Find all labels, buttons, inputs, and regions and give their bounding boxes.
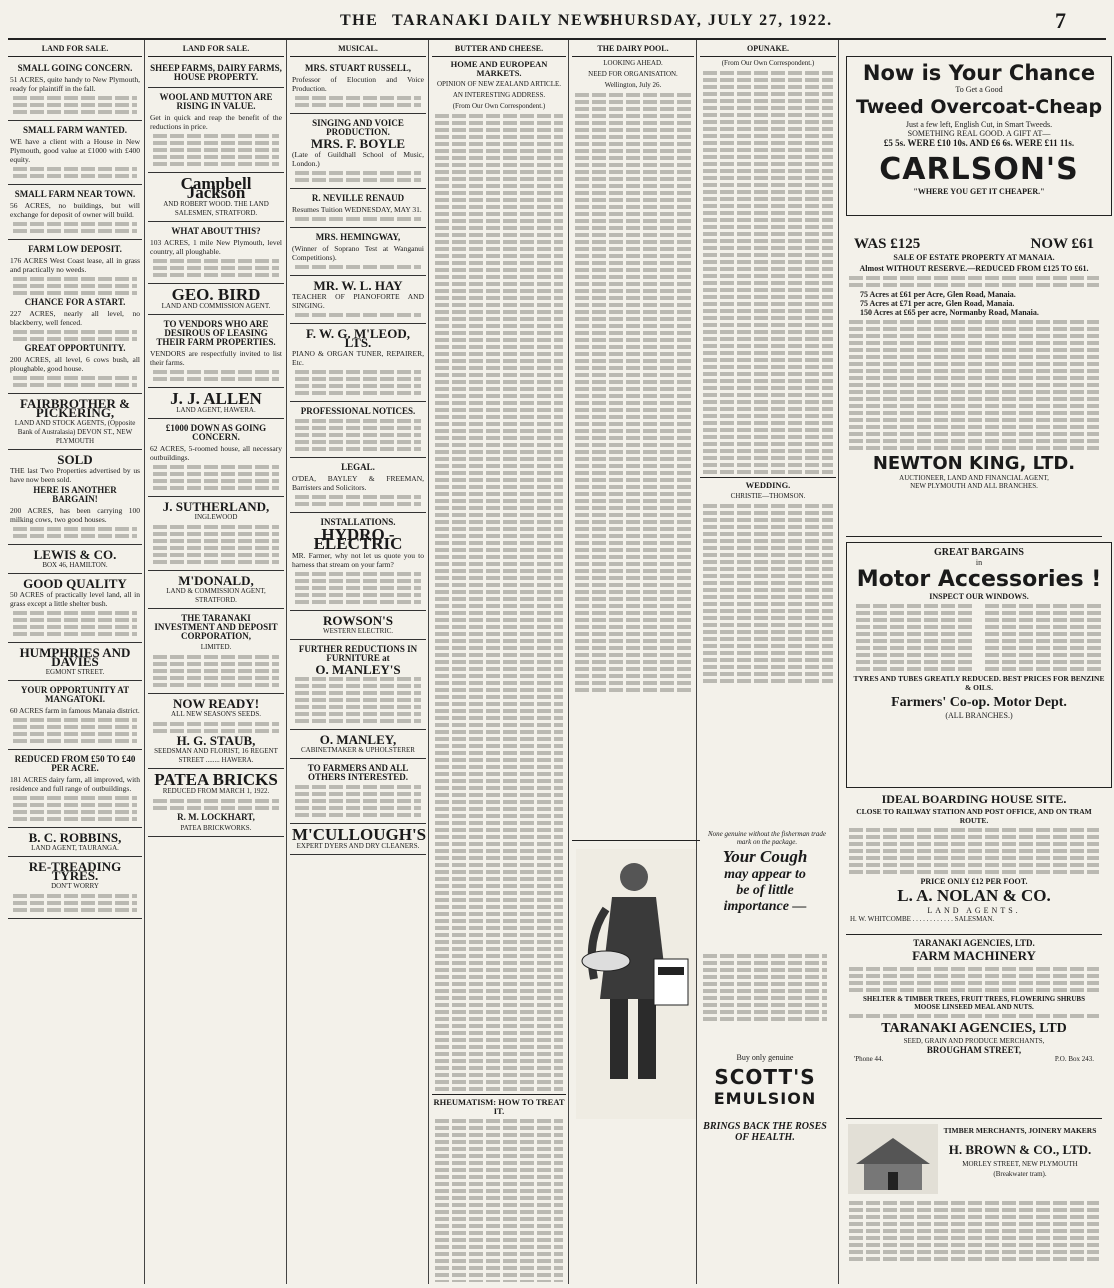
ad-title: SMALL GOING CONCERN. (17, 63, 133, 73)
ad-good-quality (8, 574, 142, 643)
ad-mangatoki (8, 681, 142, 750)
ad-title: MRS. HEMINGWAY, (315, 232, 401, 242)
ad-title: WHAT ABOUT THIS? (171, 226, 261, 236)
ad-title: GOOD QUALITY (23, 576, 127, 591)
ad-h-brown (846, 1122, 1102, 1282)
ad-text: MR. Farmer, why not let us quote you to harness that stream on your farm? (292, 551, 424, 569)
ideal-price: PRICE ONLY £12 PER FOOT. (920, 877, 1028, 886)
inspect-windows: INSPECT OUR WINDOWS. (929, 592, 1029, 601)
ad-text: 181 ACRES dairy farm, all improved, with residence and full range of outbuildings. (10, 775, 140, 793)
advertiser-address: WESTERN ELECTRIC. (323, 627, 393, 635)
ad-title: R. NEVILLE RENAUD (311, 193, 405, 203)
brown-brand: H. BROWN & CO., LTD. (948, 1142, 1092, 1157)
ad-text: (Late of Guildhall School of Music, London.) (292, 150, 424, 168)
ad-scotts-emulsion (572, 840, 834, 1281)
ad-text: 51 ACRES, quite handy to New Plymouth, ready for plaintiff in the fall. (10, 75, 140, 93)
ad-text: Professor of Elocution and Voice Production. (292, 75, 424, 93)
carlson-line-4: Just a few left, English Cut, in Smart Tweeds. (905, 120, 1053, 129)
taranaki-phone: 'Phone 44. (854, 1055, 884, 1063)
ad-robbins (8, 828, 142, 857)
ad-title: MRS. STUART RUSSELL, (304, 63, 412, 73)
article-subtitle: OPINION OF NEW ZEALAND ARTICLE. (436, 80, 562, 88)
cough-copy (700, 847, 830, 915)
ad-text: O'DEA, BAYLEY & FREEMAN, Barristers and Solicitors. (292, 474, 424, 492)
advertiser-name: LEWIS & CO. (33, 547, 117, 562)
ad-singing (290, 114, 426, 189)
ad-title: LEGAL. (341, 462, 375, 472)
salesman: H. W. WHITCOMBE . . . . . . . . . . . . SALESMAN. (850, 915, 995, 923)
ad-hydro-electric (290, 513, 426, 611)
brown-tram: (Breakwater tram). (993, 1170, 1047, 1178)
ad-reduced (8, 750, 142, 828)
ad-vendors (148, 315, 284, 388)
ad-motor-accessories (846, 542, 1112, 788)
ad-sub: REDUCED FROM MARCH 1, 1922. (162, 787, 270, 795)
ad-title: YOUR OPPORTUNITY AT MANGATOKI. (20, 685, 130, 704)
ad-title: FURTHER REDUCTIONS IN FURNITURE at (298, 644, 418, 663)
now-price: NOW £61 (1030, 236, 1094, 252)
ad-renaud (290, 189, 426, 228)
ad-text: 62 ACRES, 5-roomed house, all necessary outbuildings. (150, 444, 282, 462)
brown-street: MORLEY STREET, NEW PLYMOUTH (962, 1160, 1078, 1168)
ad-campbell-jackson (148, 173, 284, 222)
ad-newton-king (846, 236, 1102, 537)
column-header: OPUNAKE. (700, 42, 836, 57)
article-byline: (From Our Own Correspondent.) (452, 102, 546, 110)
ad-title: F. W. G. M'LEOD, LTS. (306, 326, 410, 350)
brougham-street: BROUGHAM STREET, (926, 1045, 1022, 1055)
ad-small-farm-wanted (8, 121, 142, 185)
ad-text: Get in quick and reap the benefit of the reductions in price. (150, 113, 282, 131)
moose-linseed: MOOSE LINSEED MEAL AND NUTS. (914, 1003, 1034, 1011)
advertiser-name: M'DONALD, (178, 573, 254, 588)
great-bargains: GREAT BARGAINS (934, 547, 1024, 558)
ad-title: NOW READY! (172, 696, 260, 711)
ad-title: RE-TREADING TYRES. (28, 859, 122, 883)
ad-title: HERE IS ANOTHER BARGAIN! (33, 485, 117, 504)
ad-title: SHEEP FARMS, DAIRY FARMS, HOUSE PROPERTY. (150, 63, 282, 82)
article-body (432, 114, 566, 1091)
ad-title: SMALL FARM WANTED. (23, 125, 127, 135)
advertiser-address: LAND AND STOCK AGENTS, (Opposite Bank of Australasia) DEVON ST., NEW PLYMOUTH (14, 419, 136, 445)
ad-small-going-concern (8, 59, 142, 121)
article-subtitle: LOOKING AHEAD. (603, 59, 663, 67)
advertiser-address: EGMONT STREET. (45, 668, 105, 676)
advertiser-name: FAIRBROTHER & PICKERING, (20, 396, 130, 420)
column-musical (290, 42, 426, 1282)
in-label: in (975, 558, 983, 567)
advertiser-name: R. M. LOCKHART, (177, 812, 255, 822)
newton-sub: AUCTIONEER, LAND AND FINANCIAL AGENT, (899, 474, 1049, 482)
ad-sub: LIMITED. (200, 643, 232, 651)
ad-mcleod (290, 324, 426, 402)
advertiser-name: HUMPHRIES AND DAVIES (19, 645, 131, 669)
ad-text: 200 ACRES, all level, 6 cows bush, all ploughable, good house. (10, 355, 140, 373)
advertiser-name: GEO. BIRD (171, 285, 261, 304)
column-rule (144, 40, 145, 1284)
ad-sub: DON'T WORRY (51, 882, 99, 890)
ad-title: REDUCED FROM £50 TO £40 PER ACRE. (14, 754, 136, 773)
sale-title: SALE OF ESTATE PROPERTY AT MANAIA. (893, 253, 1055, 262)
ad-text: 60 ACRES farm in famous Manaia district. (10, 706, 140, 715)
ad-title: £1000 DOWN AS GOING CONCERN. (165, 423, 267, 442)
ad-text: PIANO & ORGAN TUNER, REPAIRER, Etc. (292, 349, 424, 367)
ad-to-farmers (290, 759, 426, 824)
advertiser-name: M'CULLOUGH'S (292, 825, 426, 844)
ad-text: 200 ACRES, has been carrying 100 milking cows, two good houses. (10, 506, 140, 524)
buy-only-genuine: Buy only genuine (736, 1053, 794, 1062)
advertiser-address: AND ROBERT WOOD. THE LAND SALESMEN, STRATFORD. (163, 200, 269, 217)
ad-ideal-boarding-house (846, 792, 1102, 935)
fisherman-caption: None genuine without the fisherman trade mark on the package. (700, 830, 834, 846)
masthead-date: THURSDAY, JULY 27, 1922. (598, 12, 833, 29)
brown-title: TIMBER MERCHANTS, JOINERY MAKERS (943, 1126, 1097, 1135)
advertiser-name: H. G. STAUB, (176, 733, 256, 748)
ad-title: SINGING AND VOICE PRODUCTION. (312, 118, 404, 137)
ad-farm-low-deposit (8, 240, 142, 394)
article-section: AN INTERESTING ADDRESS. (452, 91, 546, 99)
advertiser-name: J. SUTHERLAND, (162, 499, 270, 514)
ad-legal (290, 458, 426, 513)
ad-what-about-this (148, 222, 284, 284)
ad-small-farm-near-town (8, 185, 142, 240)
ad-humphries-davies (8, 643, 142, 681)
ad-rowsons (290, 611, 426, 640)
advertiser-name: Campbell Jackson (180, 174, 252, 202)
ad-title: FARM LOW DEPOSIT. (28, 244, 122, 254)
fisherman-illustration (576, 849, 696, 1119)
article-title-wedding: WEDDING. (700, 477, 836, 490)
land-agents: LAND AGENTS. (927, 906, 1021, 915)
masthead-title: TARANAKI DAILY NEWS. (392, 12, 617, 29)
ad-patea-bricks (148, 769, 284, 837)
ad-title: SMALL FARM NEAR TOWN. (14, 189, 136, 199)
ad-text: TEACHER OF PIANOFORTE AND SINGING. (292, 292, 424, 310)
ad-title: WOOL AND MUTTON ARE RISING IN VALUE. (159, 92, 273, 111)
ad-hay (290, 276, 426, 324)
ad-carlsons (846, 56, 1112, 216)
advertiser-address: LAND AND COMMISSION AGENT. (161, 302, 271, 310)
advertiser-address: INGLEWOOD (194, 513, 238, 521)
acres-3: 150 Acres at £65 per acre, Normanby Road, Manaia. (860, 308, 1039, 317)
carlson-brand: CARLSON'S (879, 152, 1079, 187)
ad-text: WE have a client with a House in New Plymouth, good value at £1000 with £400 equity. (10, 137, 140, 164)
article-subtitle: NEED FOR ORGANISATION. (588, 70, 678, 78)
ad-title: PROFESSIONAL NOTICES. (300, 406, 416, 416)
article-body (572, 93, 694, 692)
ad-lewis-co (8, 545, 142, 574)
column-header: LAND FOR SALE. (8, 42, 142, 57)
seed-merchants: SEED, GRAIN AND PRODUCE MERCHANTS, (903, 1037, 1045, 1045)
column-butter-and-cheese (432, 42, 566, 1282)
advertiser-address: BOX 46, HAMILTON. (42, 561, 108, 569)
ideal-sub: CLOSE TO RAILWAY STATION AND POST OFFICE, AND ON TRAM ROUTE. (856, 807, 1092, 825)
ad-wool-mutton (148, 88, 284, 173)
ad-sheep-farms (148, 59, 284, 88)
ad-professional-notices (290, 402, 426, 458)
taranaki-title: TARANAKI AGENCIES, LTD. (913, 938, 1035, 948)
shelter-trees: SHELTER & TIMBER TREES, FRUIT TREES, FLOWERING SHRUBS (863, 995, 1085, 1003)
carlson-tweed: Tweed Overcoat-Cheap (855, 96, 1103, 118)
advertiser-name: ROWSON'S (322, 613, 394, 628)
carlson-line-5: SOMETHING REAL GOOD. A GIFT AT— (907, 129, 1051, 138)
without-reserve: Almost WITHOUT RESERVE.—REDUCED FROM £125 TO £61. (859, 264, 1089, 273)
farm-machinery: FARM MACHINERY (912, 948, 1036, 963)
ad-mcdonald (148, 571, 284, 609)
ad-title: TO VENDORS WHO ARE DESIROUS OF LEASING THEIR FARM PROPERTIES. (156, 319, 276, 347)
advertiser-name: J. J. ALLEN (170, 389, 262, 408)
ad-text: 103 ACRES, 1 mile New Plymouth, level country, all ploughable. (150, 238, 282, 256)
column-land-for-sale-1 (8, 42, 142, 1282)
ad-title: MR. W. L. HAY (313, 278, 403, 293)
article-body (700, 71, 836, 474)
column-land-for-sale-2 (148, 42, 284, 1282)
cough-line-3: be of little (736, 883, 794, 898)
ad-text: 176 ACRES West Coast lease, all in grass and practically no weeds. (10, 256, 140, 274)
page-number: 7 (1055, 8, 1066, 33)
top-rule (8, 38, 1106, 40)
advertiser-address: PATEA BRICKWORKS. (180, 824, 252, 832)
cough-line-2: may appear to (724, 867, 806, 882)
advertiser-address: LAND AGENT, TAURANGA. (31, 844, 119, 852)
taranaki-box: P.O. Box 243. (1054, 1055, 1094, 1063)
ad-text: 50 ACRES of practically level land, all in grass except a little shelter bush. (10, 590, 140, 608)
ad-geo-bird (148, 284, 284, 315)
article-byline: (From Our Own Correspondent.) (721, 59, 815, 67)
ad-title: TO FARMERS AND ALL OTHERS INTERESTED. (307, 763, 409, 782)
all-branches: (ALL BRANCHES.) (945, 711, 1013, 720)
ideal-title: IDEAL BOARDING HOUSE SITE. (881, 792, 1067, 806)
acres-2: 75 Acres at £71 per acre, Glen Road, Manaia. (860, 299, 1015, 308)
newton-sub-2: NEW PLYMOUTH AND ALL BRANCHES. (910, 482, 1038, 490)
newton-king-brand: NEWTON KING, LTD. (872, 453, 1076, 474)
ad-text: Resumes Tuition WEDNESDAY, MAY 31. (292, 205, 422, 214)
was-price: WAS £125 (854, 236, 921, 252)
ad-sub: ALL NEW SEASON'S SEEDS. (171, 710, 261, 718)
column-header: MUSICAL. (290, 42, 426, 57)
farmers-coop-brand: Farmers' Co-op. Motor Dept. (891, 695, 1067, 710)
ad-retreading (8, 857, 142, 919)
ad-now-ready (148, 694, 284, 769)
tyres-tubes: TYRES AND TUBES GREATLY REDUCED. BEST PRICES FOR BENZINE & OILS. (853, 674, 1105, 692)
carlson-line-2: To Get a Good (955, 85, 1003, 94)
ad-manley (290, 730, 426, 759)
ad-sutherland (148, 497, 284, 571)
ad-stuart-russell (290, 59, 426, 114)
ad-hemingway (290, 228, 426, 276)
column-header: THE DAIRY POOL. (572, 42, 694, 57)
wedding-couple: CHRISTIE—THOMSON. (730, 492, 806, 500)
ad-jj-allen (148, 388, 284, 419)
article-dateline: Wellington, July 26. (604, 81, 662, 89)
advertiser-address: LAND & COMMISSION AGENT, STRATFORD. (166, 587, 266, 604)
article-title-rheumatism: RHEUMATISM: HOW TO TREAT IT. (432, 1094, 566, 1116)
ad-fairbrother-pickering (8, 394, 142, 450)
column-rule (428, 40, 429, 1284)
taranaki-brand: TARANAKI AGENCIES, LTD (881, 1021, 1067, 1036)
acres-1: 75 Acres at £61 per Acre, Glen Road, Manaia. (860, 290, 1016, 299)
column-header: LAND FOR SALE. (148, 42, 284, 57)
ad-title: MRS. F. BOYLE (310, 136, 406, 151)
column-header: BUTTER AND CHEESE. (432, 42, 566, 57)
advertiser-name: O. MANLEY, (319, 732, 397, 747)
advertiser-name: O. MANLEY'S (315, 662, 401, 677)
ad-mccullough (290, 824, 426, 855)
advertiser-address: EXPERT DYERS AND DRY CLEANERS. (296, 842, 420, 850)
carlson-tagline: "WHERE YOU GET IT CHEAPER." (913, 187, 1045, 196)
masthead-left: THE (340, 12, 379, 29)
advertiser-address: LAND AGENT, HAWERA. (176, 406, 256, 414)
cough-line-4: importance — (723, 899, 807, 914)
carlson-headline: Now is Your Chance (862, 61, 1096, 85)
ad-text: 227 ACRES, nearly all level, no blackberry, well fenced. (10, 309, 140, 327)
building-illustration (848, 1124, 938, 1194)
scotts-brand: SCOTT'S (714, 1065, 816, 1089)
ad-sold (8, 450, 142, 545)
column-rule (286, 40, 287, 1284)
ad-text: (Winner of Soprano Test at Wanganui Competitions). (292, 244, 424, 262)
article-title: HOME AND EUROPEAN MARKETS. (450, 59, 548, 78)
ad-title: CHANCE FOR A START. (24, 297, 126, 307)
nolan-brand: L. A. NOLAN & CO. (897, 886, 1051, 905)
ad-text: VENDORS are respectfully invited to list their farms. (150, 349, 282, 367)
ad-taranaki-agencies (846, 938, 1102, 1119)
carlson-prices: £5 5s. WERE £10 10s. AND £6 6s. WERE £11 11s. (883, 138, 1075, 148)
scotts-brand-2: EMULSION (713, 1089, 817, 1108)
advertiser-name: B. C. ROBBINS, (28, 830, 122, 845)
column-rule (838, 40, 839, 1284)
ad-title: SOLD (57, 452, 93, 467)
ad-furniture (290, 640, 426, 730)
ad-1000-down (148, 419, 284, 497)
column-rule (568, 40, 569, 1284)
ad-text: THE last Two Properties advertised by us have now been sold. (10, 466, 140, 484)
masthead (0, 0, 1114, 40)
ad-taranaki-investment (148, 609, 284, 694)
ad-title: HYDRO - ELECTRIC (313, 525, 403, 553)
ad-title: GREAT OPPORTUNITY. (24, 343, 126, 353)
column-opunake (700, 42, 836, 836)
scotts-tagline: BRINGS BACK THE ROSES OF HEALTH. (703, 1121, 827, 1143)
ad-title: THE TARANAKI INVESTMENT AND DEPOSIT CORPORATION, (154, 613, 278, 641)
cough-line-1: Your Cough (722, 847, 808, 866)
ad-text: 56 ACRES, no buildings, but will exchange for deposit of owner will build. (10, 201, 140, 219)
advertiser-address: SEEDSMAN AND FLORIST, 16 REGENT STREET ........ HAWERA. (154, 747, 278, 764)
motor-title: Motor Accessories ! (856, 567, 1102, 592)
ad-title: PATEA BRICKS (154, 770, 278, 789)
ad-title: INSTALLATIONS. (320, 517, 396, 527)
advertiser-address: CABINETMAKER & UPHOLSTERER (301, 746, 415, 754)
